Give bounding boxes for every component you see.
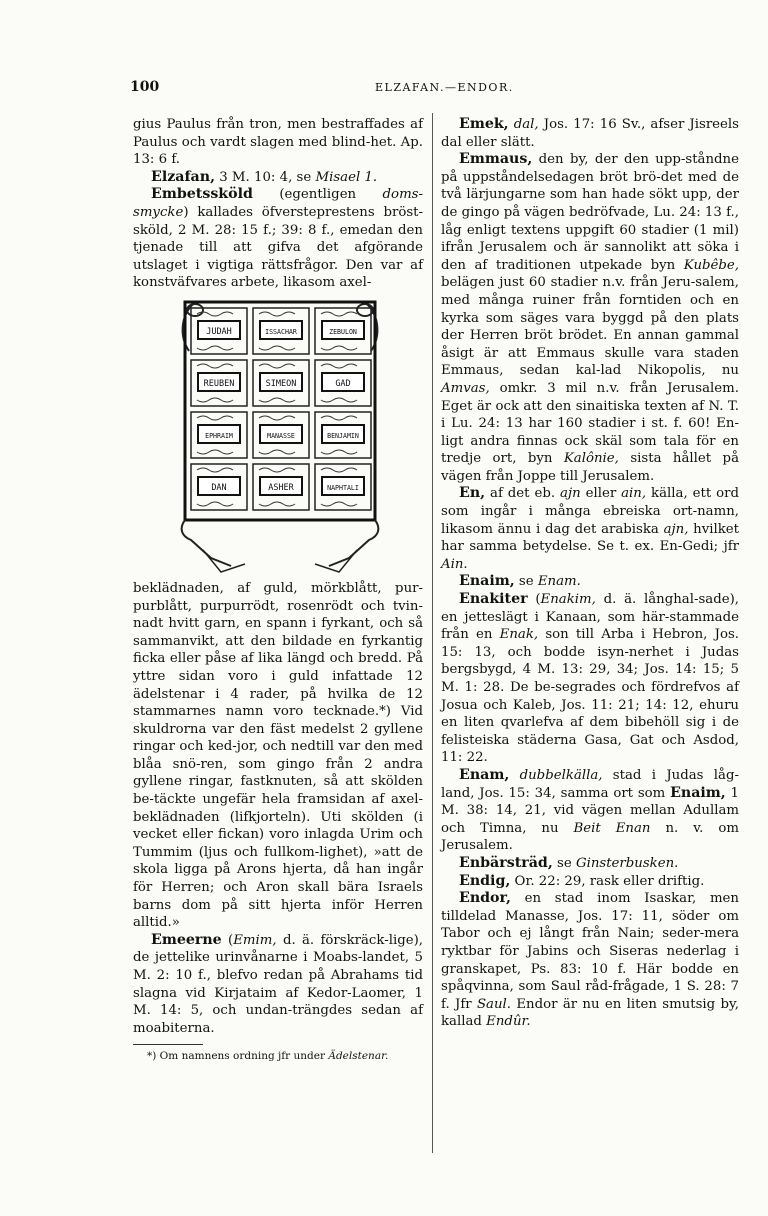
headword: Endig, xyxy=(459,872,511,889)
stone-label: JUDAH xyxy=(206,326,232,337)
stone-label: EPHRAIM xyxy=(205,431,233,440)
stone-label: SIMEON xyxy=(265,378,297,389)
headword: Emeerne xyxy=(151,931,222,948)
headword: Endor, xyxy=(459,890,511,907)
stone-label: ZEBULON xyxy=(329,327,357,336)
entry-elzafan: Elzafan, 3 M. 10: 4, se Misael 1. xyxy=(151,168,378,185)
left-column xyxy=(133,116,423,1063)
footnote-rule xyxy=(133,1044,203,1045)
stone-label: DAN xyxy=(211,482,227,493)
entry-enaim: Enaim, se Enam. xyxy=(459,573,581,590)
entry-enbarstrad: Enbärsträd, se Ginsterbusken. xyxy=(459,854,679,871)
headword: En, xyxy=(459,485,486,502)
footnote: *) Om namnens ordning jfr under Ädelstenar. xyxy=(147,1050,389,1063)
headword: Emek, xyxy=(459,116,509,132)
stone-label: ISSACHAR xyxy=(265,327,297,336)
breastplate-illustration xyxy=(171,296,389,574)
right-column xyxy=(441,116,739,1031)
headword: Enakiter xyxy=(459,591,528,608)
entry-emek: Emek, dal, Jos. 17: 16 Sv., afser Jisreels dal eller slätt. xyxy=(441,116,739,150)
stone-label: REUBEN xyxy=(203,378,235,389)
entry-emmaus: Emmaus, den by, der den upp-ståndne på uppståndelsedagen bröt brö-det med de två lärjungarne som han hade sökt upp, der de gingo på vägen bedröfvade, Lu. 24: 13 f., låg enligt textens uppgift 60 stadier (1 mil) ifrån Jerusalem och är sannolikt att söka i den af traditionen utpekade byn Kubêbe, belägen just 60 stadier n.v. från Jeru-salem, med många ruiner från forntiden och en kyrka som säges vara byggd på den plats der Herren bröt brödet. En annan gammal åsigt är att Emmaus skulle vara staden Emmaus, sedan kal-lad Nikopolis, nu Amvas, omkr. 3 mil n.v. från Jerusalem. Eget är ock att den sinaitiska texten af N. T. i Lu. 24: 13 har 160 stadier i st. f. 60! En-ligt andra finnas ock skäl som tala för en tredje ort, byn Kalônie, sista hållet på vägen från Joppe till Jerusalem. xyxy=(441,151,739,484)
stone-label: ASHER xyxy=(268,482,294,493)
stone-label: NAPHTALI xyxy=(327,483,359,492)
entry-emeerne: Emeerne (Emim, d. ä. förskräck-lige), de jettelike urinvånarne i Moabs-landet, 5 M. 2: 10 f., blefvo redan på Abrahams tid slagna vid Kirjataim af Kedor-Laomer, 1 M. 14: 5, och undan-trängdes sedan af moabiterna. xyxy=(133,931,423,1036)
embetsskold-continuation: beklädnaden, af guld, mörkblått, pur-purblått, purpurrödt, rosenrödt och tvin-nadt hvitt garn, en spann i fyrkant, och så sammanvikt, att den bildade en fyrkantig ficka eller påse af lika längd och bredd. På yttre sidan voro i guld infattade 12 ädelstenar i 4 rader, på hvilka de 12 stammarnes namn voro tecknade.*) Vid skuldrorna var den fäst medelst 2 gyllene ringar och ked-jor, och nedtill var den med blåa snö-ren, som gingo från 2 andra gyllene ringar, fastknuten, så att skölden be-täckte ungefär hela framsidan af axel-beklädnaden (lifkjorteln). Uti skölden (i vecket eller fickan) voro inlagda Urim och Tummim (ljus och fullkom-lighet), »att de skola ligga på Arons hjerta, då han ingår för Herren; och Aron skall bära Israels barns dom på sitt hjerta inför Herren alltid.» xyxy=(133,580,423,931)
entry-enakiter: Enakiter (Enakim, d. ä. långhal-sade), en jetteslägt i Kanaan, som här-stammade från en Enak, son till Arba i Hebron, Jos. 15: 13, och bodde isyn-nerhet i Judas bergsbygd, 4 M. 13: 29, 34; Jos. 14: 15; 5 M. 1: 28. De be-segrades och fördrefvos af Josua och Kaleb, Jos. 11: 21; 14: 12, ehuru en liten qvarlefva af dem bibehöll sig i de felisteiska städerna Gasa, Gat och Asdod, 11: 22. xyxy=(441,591,740,766)
page-header xyxy=(130,79,740,97)
entry-embetsskold: Embetssköld (egentligen doms-smycke) kallades öfversteprestens bröst-sköld, 2 M. 28: 15 f.; 39: 8 f., emedan den tjenade till att gifva det afgörande utslaget i vigtiga rättsfrågor. Den var af konstväfvares arbete, likasom axel- xyxy=(133,186,423,291)
cross-reference: Misael 1. xyxy=(315,169,378,185)
headword: Enaim, xyxy=(459,573,515,590)
stone-label: MANASSE xyxy=(267,431,295,440)
stone-label: BENJAMIN xyxy=(327,431,359,440)
entry-enam: Enam, dubbelkälla, stad i Judas låg-land, Jos. 15: 34, samma ort som Enaim, 1 M. 38: 14, 21, vid vägen mellan Adullam och Timna, nu Beit Enan n. v. om Jerusalem. xyxy=(441,766,739,854)
headword: Embetssköld xyxy=(151,186,253,203)
headword: Enbärsträd, xyxy=(459,854,553,871)
running-head: ELZAFAN.—ENDOR. xyxy=(375,81,514,94)
entry-endig: Endig, Or. 22: 29, rask eller driftig. xyxy=(459,872,705,889)
entry-en: En, af det eb. ajn eller ain, källa, ett ord som ingår i många ebreiska ort-namn, likasom ännu i dag det arabiska ajn, hvilket har samma betydelse. Se t. ex. En-Gedi; jfr Ain. xyxy=(441,485,740,572)
headword: Elzafan, xyxy=(151,168,216,185)
stone-label: GAD xyxy=(335,378,351,389)
paulus-continuation: gius Paulus från tron, men bestraffades af Paulus och vardt slagen med blind-het. Ap. 13: 6 f. xyxy=(133,117,423,168)
headword: Enam, xyxy=(459,766,510,783)
headword: Emmaus, xyxy=(459,151,533,168)
column-divider xyxy=(432,113,433,1153)
page-number: 100 xyxy=(130,79,160,95)
entry-endor: Endor, en stad inom Isaskar, men tilldelad Manasse, Jos. 17: 11, söder om Tabor och ej långt från Nain; seder-mera ryktbar för Jabins och Siseras nederlag i granskapet, Ps. 83: 10 f. Här bodde en spåqvinna, som Saul råd-frågade, 1 S. 28: 7 f. Jfr Saul. Endor är nu en liten smutsig by, kallad Endûr. xyxy=(441,890,739,1030)
